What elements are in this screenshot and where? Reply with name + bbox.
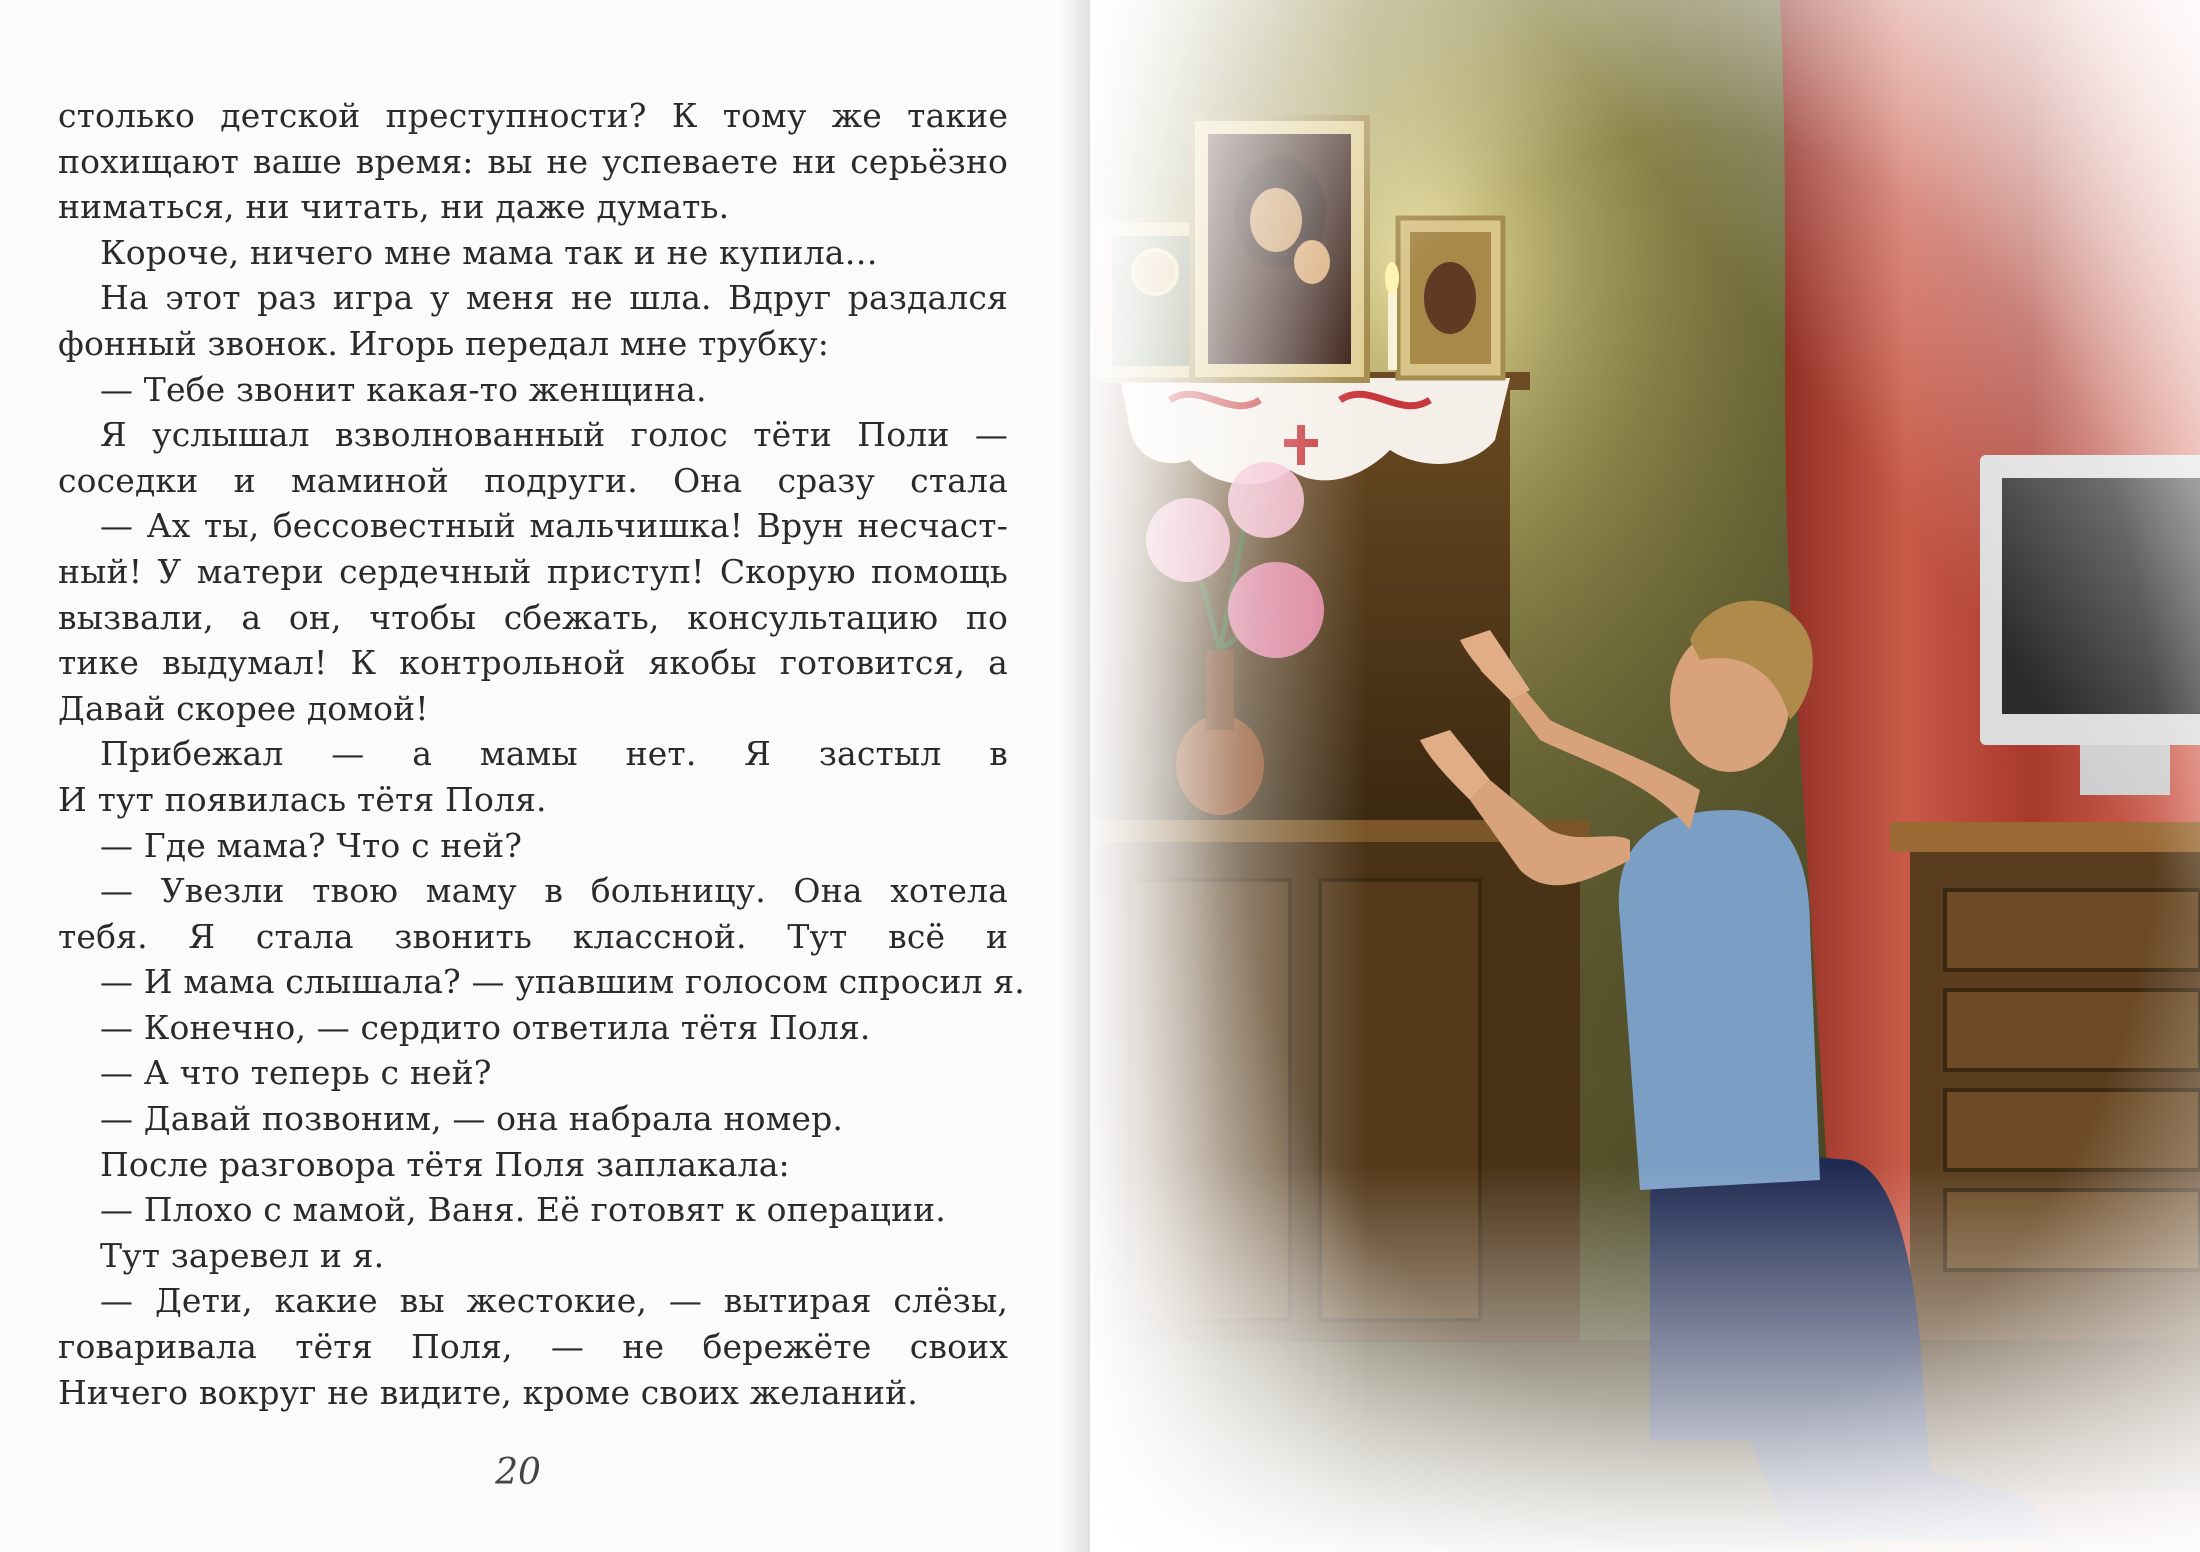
- text-line: тике выдумал! К контрольной якобы готовится, а: [58, 643, 1008, 683]
- text-line: — Увезли твою маму в больницу. Она хотела: [100, 871, 1008, 911]
- text-line: говаривала тётя Поля, — не бережёте своих: [58, 1327, 1008, 1367]
- text-line: соседки и маминой подруги. Она сразу стала: [58, 460, 1008, 500]
- text-line: ниматься, ни читать, ни даже думать.: [58, 187, 730, 227]
- text-line: На этот раз игра у меня не шла. Вдруг раздался: [100, 278, 1008, 318]
- text-line: — Дети, какие вы жестокие, — вытирая слёзы,: [100, 1281, 1008, 1321]
- text-line: фонный звонок. Игорь передал мне трубку:: [58, 323, 829, 363]
- text-line: — Конечно, — сердито ответила тётя Поля.: [100, 1007, 871, 1047]
- text-line: Давай скорее домой!: [58, 688, 429, 728]
- text-line: — Давай позвоним, — она набрала номер.: [100, 1099, 844, 1139]
- story-text: [58, 93, 1025, 1415]
- text-line: тебя. Я стала звонить классной. Тут всё и: [58, 916, 1008, 956]
- vignette: [1090, 0, 2200, 1552]
- text-line: Короче, ничего мне мама так и не купила…: [100, 232, 878, 272]
- text-line: И тут появилась тётя Поля.: [58, 779, 547, 819]
- text-line: — И мама слышала? — упавшим голосом спросил я.: [100, 962, 1025, 1002]
- text-line: — Где мама? Что с ней?: [100, 825, 523, 865]
- page-number: 20: [495, 1452, 541, 1493]
- text-line: Ничего вокруг не видите, кроме своих желаний.: [58, 1372, 918, 1412]
- text-line: Я услышал взволнованный голос тёти Поли —: [100, 415, 1008, 455]
- text-line: — А что теперь с ней?: [100, 1053, 492, 1093]
- text-line: вызвали, а он, чтобы сбежать, консультацию по: [58, 597, 1008, 637]
- text-line: столько детской преступности? К тому же такие: [58, 96, 1008, 135]
- text-line: ный! У матери сердечный приступ! Скорую помощь: [58, 551, 1008, 591]
- text-line: — Ах ты, бессовестный мальчишка! Врун несчаст-: [100, 506, 1008, 546]
- text-line: Тут заревел и я.: [100, 1235, 385, 1275]
- text-page: [0, 0, 1090, 1552]
- text-line: Прибежал — а мамы нет. Я застыл в: [100, 734, 1008, 774]
- illustration: [1090, 0, 2200, 1552]
- text-line: похищают ваше время: вы не успеваете ни серьёзно: [58, 141, 1008, 181]
- text-line: После разговора тётя Поля заплакала:: [100, 1144, 790, 1184]
- text-line: — Тебе звонит какая-то женщина.: [100, 369, 707, 409]
- illustration-scene: [1090, 0, 2200, 1552]
- text-line: — Плохо с мамой, Ваня. Её готовят к операции.: [100, 1190, 946, 1230]
